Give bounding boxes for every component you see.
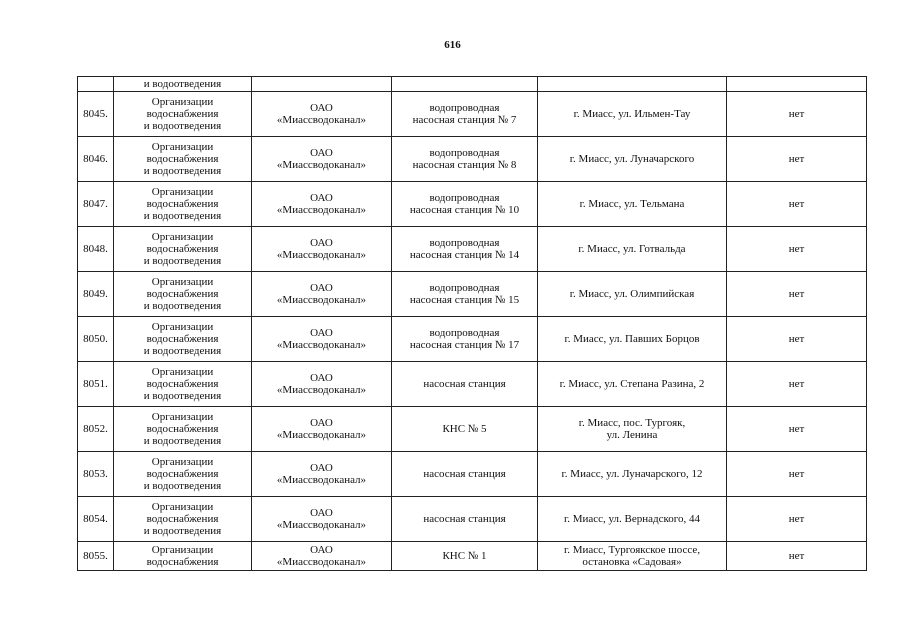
cell-address-line: г. Миасс, ул. Вернадского, 44 [563, 513, 701, 525]
cell-address-line: г. Миасс, Тургоякское шоссе, [563, 544, 701, 556]
cell-number: 8053. [78, 452, 114, 497]
cell-owner-line: ОАО [310, 102, 333, 114]
cell-status: нет [727, 407, 867, 452]
cell-object-line: КНС № 5 [442, 423, 487, 435]
cell-address [538, 77, 727, 92]
cell-address-line: г. Миасс, ул. Ильмен-Тау [573, 108, 691, 120]
cell-address [538, 227, 727, 272]
cell-owner-line: «Миассводоканал» [276, 294, 367, 306]
cell-category-line: Организации [151, 231, 214, 243]
cell-address-line: г. Миасс, пос. Тургояк, [578, 417, 686, 429]
cell-category-line: Организации [151, 411, 214, 423]
cell-category-line: водоснабжения [146, 468, 219, 480]
cell-owner-line: ОАО [310, 417, 333, 429]
cell-address-line: г. Миасс, ул. Павших Борцов [564, 333, 700, 345]
cell-category [114, 362, 252, 407]
cell-category-line: и водоотведения [143, 525, 222, 537]
cell-object [392, 272, 538, 317]
cell-owner [252, 407, 392, 452]
cell-owner-line: «Миассводоканал» [276, 519, 367, 531]
cell-category-line: Организации [151, 544, 214, 556]
cell-status: нет [727, 92, 867, 137]
cell-owner-line: ОАО [310, 282, 333, 294]
cell-owner-line: ОАО [310, 544, 333, 556]
cell-owner [252, 497, 392, 542]
cell-number: 8052. [78, 407, 114, 452]
cell-object-line: водопроводная [429, 102, 500, 114]
cell-category [114, 92, 252, 137]
cell-category [114, 497, 252, 542]
cell-owner-line: ОАО [310, 147, 333, 159]
cell-address-line: г. Миасс, ул. Луначарского, 12 [561, 468, 703, 480]
cell-object-line: водопроводная [429, 282, 500, 294]
cell-category [114, 407, 252, 452]
cell-owner-line: «Миассводоканал» [276, 159, 367, 171]
cell-number: 8050. [78, 317, 114, 362]
cell-status: нет [727, 272, 867, 317]
cell-owner [252, 317, 392, 362]
cell-category-line: Организации [151, 456, 214, 468]
cell-category-line: водоснабжения [146, 198, 219, 210]
cell-owner-line: ОАО [310, 192, 333, 204]
cell-owner-line: ОАО [310, 462, 333, 474]
cell-address [538, 317, 727, 362]
cell-category [114, 137, 252, 182]
cell-object-line: водопроводная [429, 327, 500, 339]
cell-number: 8048. [78, 227, 114, 272]
cell-address [538, 452, 727, 497]
cell-category [114, 317, 252, 362]
cell-category-line: водоснабжения [146, 423, 219, 435]
cell-object [392, 542, 538, 571]
cell-category-line: и водоотведения [143, 165, 222, 177]
cell-status: нет [727, 137, 867, 182]
cell-object [392, 362, 538, 407]
cell-category-line: водоснабжения [146, 243, 219, 255]
cell-owner [252, 182, 392, 227]
cell-status: нет [727, 542, 867, 571]
cell-address-line: ул. Ленина [606, 429, 658, 441]
cell-owner-line: «Миассводоканал» [276, 114, 367, 126]
cell-category [114, 452, 252, 497]
cell-owner-line: «Миассводоканал» [276, 556, 367, 568]
cell-status: нет [727, 227, 867, 272]
table-row [78, 407, 867, 452]
cell-address [538, 362, 727, 407]
cell-object [392, 77, 538, 92]
table-row [78, 227, 867, 272]
cell-object [392, 182, 538, 227]
table-row [78, 92, 867, 137]
cell-object-line: водопроводная [429, 237, 500, 249]
table-row [78, 137, 867, 182]
cell-category-line: Организации [151, 366, 214, 378]
cell-address-line: г. Миасс, ул. Готвальда [578, 243, 686, 255]
cell-category-line: и водоотведения [143, 345, 222, 357]
cell-status: нет [727, 182, 867, 227]
cell-address-line: г. Миасс, ул. Луначарского [569, 153, 695, 165]
cell-object-line: насосная станция [423, 378, 506, 390]
cell-object-line: КНС № 1 [442, 550, 487, 562]
cell-object [392, 317, 538, 362]
cell-status: нет [727, 452, 867, 497]
cell-address [538, 272, 727, 317]
cell-category-line: и водоотведения [143, 480, 222, 492]
cell-category-line: и водоотведения [143, 300, 222, 312]
cell-category [114, 227, 252, 272]
table-row [78, 317, 867, 362]
cell-number: 8046. [78, 137, 114, 182]
cell-category-line: Организации [151, 186, 214, 198]
cell-object [392, 92, 538, 137]
cell-owner-line: «Миассводоканал» [276, 339, 367, 351]
cell-category-line: Организации [151, 501, 214, 513]
cell-category-line: и водоотведения [143, 390, 222, 402]
cell-owner-line: ОАО [310, 327, 333, 339]
cell-owner [252, 362, 392, 407]
cell-number [78, 77, 114, 92]
cell-category-line: и водоотведения [143, 210, 222, 222]
registry-table [77, 76, 867, 571]
cell-object-line: насосная станция № 15 [409, 294, 520, 306]
cell-address [538, 182, 727, 227]
cell-owner-line: ОАО [310, 507, 333, 519]
cell-owner [252, 542, 392, 571]
cell-object [392, 227, 538, 272]
cell-category-line: и водоотведения [143, 255, 222, 267]
table-row [78, 182, 867, 227]
cell-owner [252, 137, 392, 182]
continuation-row [78, 77, 867, 92]
cell-number: 8051. [78, 362, 114, 407]
cell-category-line: и водоотведения [143, 435, 222, 447]
cell-object-line: насосная станция [423, 468, 506, 480]
cell-owner [252, 452, 392, 497]
cell-category-line: водоснабжения [146, 333, 219, 345]
cell-object-line: насосная станция № 10 [409, 204, 520, 216]
cell-category [114, 272, 252, 317]
cell-object-line: водопроводная [429, 147, 500, 159]
cell-owner-line: «Миассводоканал» [276, 249, 367, 261]
cell-object-line: насосная станция № 14 [409, 249, 520, 261]
cell-category-line: Организации [151, 276, 214, 288]
cell-owner [252, 272, 392, 317]
cell-owner [252, 92, 392, 137]
cell-object [392, 452, 538, 497]
cell-owner [252, 227, 392, 272]
cell-number: 8047. [78, 182, 114, 227]
cell-address-line: г. Миасс, ул. Степана Разина, 2 [559, 378, 705, 390]
cell-object [392, 497, 538, 542]
table-row [78, 542, 867, 571]
cell-status [727, 77, 867, 92]
cell-status: нет [727, 362, 867, 407]
cell-object [392, 137, 538, 182]
table-row [78, 362, 867, 407]
table-row [78, 497, 867, 542]
cell-category-line: Организации [151, 321, 214, 333]
cell-owner-line: «Миассводоканал» [276, 474, 367, 486]
cell-object-line: насосная станция [423, 513, 506, 525]
cell-address [538, 542, 727, 571]
cell-owner-line: «Миассводоканал» [276, 384, 367, 396]
cell-owner-line: «Миассводоканал» [276, 204, 367, 216]
cell-category-line: и водоотведения [143, 120, 222, 132]
cell-category-line: Организации [151, 141, 214, 153]
cell-status: нет [727, 317, 867, 362]
cell-address [538, 407, 727, 452]
cell-address-line: г. Миасс, ул. Тельмана [579, 198, 685, 210]
cell-category-line: водоснабжения [146, 153, 219, 165]
cell-number: 8054. [78, 497, 114, 542]
cell-category-line: Организации [151, 96, 214, 108]
table-body [78, 77, 867, 571]
cell-object [392, 407, 538, 452]
cell-number: 8045. [78, 92, 114, 137]
cell-object-line: насосная станция № 17 [409, 339, 520, 351]
cell-owner-line: ОАО [310, 372, 333, 384]
cell-owner [252, 77, 392, 92]
cell-category-line: водоснабжения [146, 513, 219, 525]
cell-address [538, 497, 727, 542]
cell-number: 8049. [78, 272, 114, 317]
cell-address-line: г. Миасс, ул. Олимпийская [569, 288, 695, 300]
cell-category [114, 182, 252, 227]
table-row [78, 452, 867, 497]
cell-address [538, 92, 727, 137]
table-row [78, 272, 867, 317]
cell-status: нет [727, 497, 867, 542]
cell-address [538, 137, 727, 182]
cell-object-line: насосная станция № 7 [412, 114, 517, 126]
cell-address-line: остановка «Садовая» [582, 556, 682, 568]
cell-category [114, 542, 252, 571]
cell-number: 8055. [78, 542, 114, 571]
cell-category-line: водоснабжения [146, 378, 219, 390]
cell-owner-line: «Миассводоканал» [276, 429, 367, 441]
cell-object-line: насосная станция № 8 [412, 159, 517, 171]
cell-category: и водоотведения [114, 77, 252, 92]
cell-category-line: водоснабжения [146, 288, 219, 300]
page-number: 616 [444, 39, 461, 51]
cell-category-line: водоснабжения [146, 556, 219, 568]
cell-category-line: водоснабжения [146, 108, 219, 120]
cell-object-line: водопроводная [429, 192, 500, 204]
cell-owner-line: ОАО [310, 237, 333, 249]
